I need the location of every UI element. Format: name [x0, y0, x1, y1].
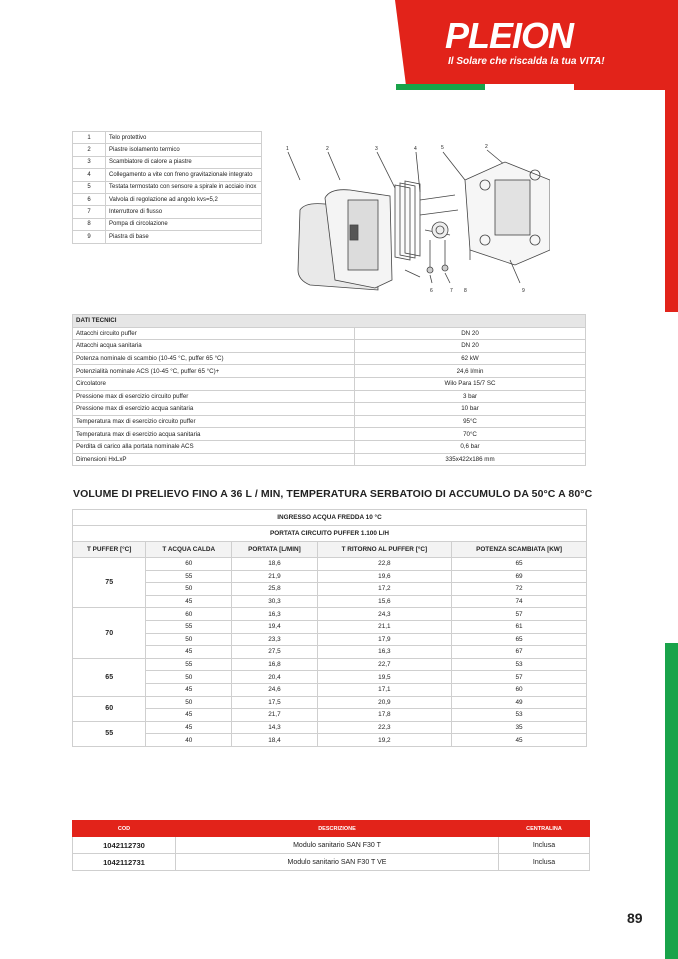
flow-cell: 45: [146, 721, 232, 734]
flow-row: [73, 583, 587, 596]
tech-value: DN 20: [355, 340, 586, 353]
volume-title: VOLUME DI PRELIEVO FINO A 36 L / MIN, TEMPERATURA SERBATOIO DI ACCUMULO DA 50°C A 80°C: [73, 488, 593, 500]
flow-cell: 53: [452, 709, 587, 722]
flag-stripe-red: [574, 84, 665, 90]
flow-row: [73, 595, 587, 608]
flow-t-puffer: 75: [73, 558, 146, 608]
code-row: [73, 837, 590, 854]
flow-t-puffer: 55: [73, 721, 146, 746]
flow-t-puffer: 70: [73, 608, 146, 658]
flow-cell: 53: [452, 658, 587, 671]
tech-value: 62 kW: [355, 352, 586, 365]
flow-cell: 50: [146, 633, 232, 646]
flow-row: [73, 696, 587, 709]
flow-cell: 45: [146, 683, 232, 696]
tech-value: 10 bar: [355, 403, 586, 416]
flow-cell: 25,8: [232, 583, 318, 596]
parts-row: [73, 144, 262, 156]
diagram-label-top: 5: [441, 145, 444, 151]
part-label: Valvola di regolazione ad angolo kvs=5,2: [106, 193, 262, 205]
flow-cell: 21,9: [232, 570, 318, 583]
flow-cell: 21,7: [232, 709, 318, 722]
flow-cell: 21,1: [317, 620, 451, 633]
flow-cell: 50: [146, 696, 232, 709]
product-description: Modulo sanitario SAN F30 T: [176, 837, 499, 854]
product-codes-table: [72, 820, 590, 871]
product-code: 1042112731: [73, 854, 176, 871]
side-bar-green: [665, 643, 678, 959]
flow-cell: 17,5: [232, 696, 318, 709]
exploded-diagram: [280, 140, 550, 300]
part-label: Telo protettivo: [106, 132, 262, 144]
flow-cell: 50: [146, 671, 232, 684]
flow-cell: 24,6: [232, 683, 318, 696]
tech-label: Perdita di carico alla portata nominale ACS: [73, 440, 355, 453]
flow-cell: 45: [146, 646, 232, 659]
tech-label: Dimensioni HxLxP: [73, 453, 355, 466]
flow-row: [73, 721, 587, 734]
flow-cell: 67: [452, 646, 587, 659]
flow-cell: 20,9: [317, 696, 451, 709]
flow-row: [73, 620, 587, 633]
flow-row: [73, 683, 587, 696]
flow-cell: 55: [146, 570, 232, 583]
flow-column-header: PORTATA [L/MIN]: [232, 542, 318, 558]
flow-row: [73, 734, 587, 747]
part-number: 4: [73, 169, 106, 181]
flow-cell: 65: [452, 633, 587, 646]
flow-header-2: PORTATA CIRCUITO PUFFER 1.100 L/H: [73, 526, 587, 542]
tech-row: [73, 377, 586, 390]
diagram-label-bottom: 7: [450, 288, 453, 294]
parts-row: [73, 206, 262, 218]
flow-cell: 24,3: [317, 608, 451, 621]
tech-row: [73, 390, 586, 403]
flow-cell: 50: [146, 583, 232, 596]
diagram-label-top: 3: [375, 146, 378, 152]
tech-label: Attacchi acqua sanitaria: [73, 340, 355, 353]
parts-row: [73, 231, 262, 243]
flow-cell: 35: [452, 721, 587, 734]
product-centralina: Inclusa: [499, 837, 590, 854]
flow-cell: 19,2: [317, 734, 451, 747]
flow-cell: 61: [452, 620, 587, 633]
flow-cell: 17,2: [317, 583, 451, 596]
flow-cell: 57: [452, 671, 587, 684]
flow-cell: 45: [452, 734, 587, 747]
tech-row: [73, 340, 586, 353]
tech-row: [73, 365, 586, 378]
flow-row: [73, 608, 587, 621]
brand-tagline: Il Solare che riscalda la tua VITA!: [448, 56, 605, 67]
tech-value: 95°C: [355, 415, 586, 428]
flag-stripe-white: [485, 84, 574, 90]
tech-value: 70°C: [355, 428, 586, 441]
flow-row: [73, 709, 587, 722]
tech-row: [73, 440, 586, 453]
col-cod: COD: [73, 821, 176, 837]
part-number: 1: [73, 132, 106, 144]
flow-cell: 17,9: [317, 633, 451, 646]
flow-cell: 55: [146, 658, 232, 671]
flow-cell: 60: [146, 558, 232, 571]
flow-cell: 60: [452, 683, 587, 696]
parts-row: [73, 181, 262, 193]
flow-cell: 18,6: [232, 558, 318, 571]
technical-data-table: [72, 314, 586, 466]
flow-row: [73, 671, 587, 684]
tech-row: [73, 403, 586, 416]
tech-value: DN 20: [355, 327, 586, 340]
flow-cell: 19,6: [317, 570, 451, 583]
tech-label: Potenzialità nominale ACS (10-45 °C, puffer 65 °C)+: [73, 365, 355, 378]
code-row: [73, 854, 590, 871]
tech-value: Wilo Para 15/7 SC: [355, 377, 586, 390]
flow-cell: 16,3: [317, 646, 451, 659]
flow-cell: 45: [146, 709, 232, 722]
parts-row: [73, 156, 262, 168]
flow-cell: 74: [452, 595, 587, 608]
col-descrizione: DESCRIZIONE: [176, 821, 499, 837]
flow-cell: 40: [146, 734, 232, 747]
flag-stripe-green: [396, 84, 485, 90]
part-label: Piastra di base: [106, 231, 262, 243]
flow-row: [73, 646, 587, 659]
flow-cell: 17,8: [317, 709, 451, 722]
tech-row: [73, 327, 586, 340]
part-number: 8: [73, 218, 106, 230]
flow-column-header: T ACQUA CALDA: [146, 542, 232, 558]
flow-cell: 14,3: [232, 721, 318, 734]
tech-row: [73, 428, 586, 441]
side-bar-red: [665, 0, 678, 312]
diagram-label-top: 1: [286, 146, 289, 152]
product-centralina: Inclusa: [499, 854, 590, 871]
flow-cell: 27,5: [232, 646, 318, 659]
tech-row: [73, 415, 586, 428]
diagram-label-top: 4: [414, 146, 417, 152]
flow-cell: 72: [452, 583, 587, 596]
flow-cell: 60: [146, 608, 232, 621]
page-number: 89: [627, 910, 643, 926]
parts-row: [73, 169, 262, 181]
tech-value: 335x422x186 mm: [355, 453, 586, 466]
tech-value: 24,6 l/min: [355, 365, 586, 378]
tech-title: DATI TECNICI: [73, 315, 586, 328]
part-label: Collegamento a vite con freno gravitazionale integrato: [106, 169, 262, 181]
diagram-label-bottom: 6: [430, 288, 433, 294]
part-number: 7: [73, 206, 106, 218]
parts-row: [73, 132, 262, 144]
diagram-label-bottom: 8: [464, 288, 467, 294]
flow-header-1: INGRESSO ACQUA FREDDA 10 °C: [73, 510, 587, 526]
part-number: 9: [73, 231, 106, 243]
part-number: 5: [73, 181, 106, 193]
tech-label: Potenza nominale di scambio (10-45 °C, puffer 65 °C): [73, 352, 355, 365]
flow-row: [73, 633, 587, 646]
flow-row: [73, 570, 587, 583]
flow-cell: 30,3: [232, 595, 318, 608]
flow-row: [73, 658, 587, 671]
diagram-label-bottom: 9: [522, 288, 525, 294]
tech-value: 3 bar: [355, 390, 586, 403]
flow-row: [73, 558, 587, 571]
flow-cell: 22,7: [317, 658, 451, 671]
flow-cell: 16,8: [232, 658, 318, 671]
flow-cell: 23,3: [232, 633, 318, 646]
flow-cell: 16,3: [232, 608, 318, 621]
product-description: Modulo sanitario SAN F30 T VE: [176, 854, 499, 871]
flow-column-header: T PUFFER [°C]: [73, 542, 146, 558]
part-number: 3: [73, 156, 106, 168]
tech-label: Circolatore: [73, 377, 355, 390]
flow-column-header: POTENZA SCAMBIATA [KW]: [452, 542, 587, 558]
flow-cell: 22,8: [317, 558, 451, 571]
flow-cell: 15,6: [317, 595, 451, 608]
parts-row: [73, 218, 262, 230]
part-label: Pompa di circolazione: [106, 218, 262, 230]
tech-value: 0,6 bar: [355, 440, 586, 453]
part-label: Scambiatore di calore a piastre: [106, 156, 262, 168]
diagram-label-top: 2: [326, 146, 329, 152]
flow-rate-table: [72, 509, 587, 747]
diagram-label-top: 2: [485, 144, 488, 150]
col-centralina: CENTRALINA: [499, 821, 590, 837]
flow-cell: 55: [146, 620, 232, 633]
flow-t-puffer: 65: [73, 658, 146, 696]
tech-label: Pressione max di esercizio acqua sanitaria: [73, 403, 355, 416]
brand-logo: PLEION: [445, 15, 574, 56]
flow-cell: 57: [452, 608, 587, 621]
flow-cell: 19,5: [317, 671, 451, 684]
parts-legend-table: [72, 131, 262, 244]
flow-cell: 65: [452, 558, 587, 571]
tech-label: Attacchi circuito puffer: [73, 327, 355, 340]
part-number: 6: [73, 193, 106, 205]
flow-cell: 20,4: [232, 671, 318, 684]
part-label: Testata termostato con sensore a spirale in acciaio inox: [106, 181, 262, 193]
tech-label: Pressione max di esercizio circuito puffer: [73, 390, 355, 403]
flow-cell: 45: [146, 595, 232, 608]
part-number: 2: [73, 144, 106, 156]
flow-cell: 49: [452, 696, 587, 709]
flow-cell: 69: [452, 570, 587, 583]
flow-column-header: T RITORNO AL PUFFER [°C]: [317, 542, 451, 558]
product-code: 1042112730: [73, 837, 176, 854]
tech-row: [73, 352, 586, 365]
part-label: Piastre isolamento termico: [106, 144, 262, 156]
tech-label: Temperatura max di esercizio circuito puffer: [73, 415, 355, 428]
flow-cell: 17,1: [317, 683, 451, 696]
flow-cell: 19,4: [232, 620, 318, 633]
tech-label: Temperatura max di esercizio acqua sanitaria: [73, 428, 355, 441]
parts-row: [73, 193, 262, 205]
tech-row: [73, 453, 586, 466]
flow-cell: 18,4: [232, 734, 318, 747]
flow-cell: 22,3: [317, 721, 451, 734]
part-label: Interruttore di flusso: [106, 206, 262, 218]
flow-t-puffer: 60: [73, 696, 146, 721]
